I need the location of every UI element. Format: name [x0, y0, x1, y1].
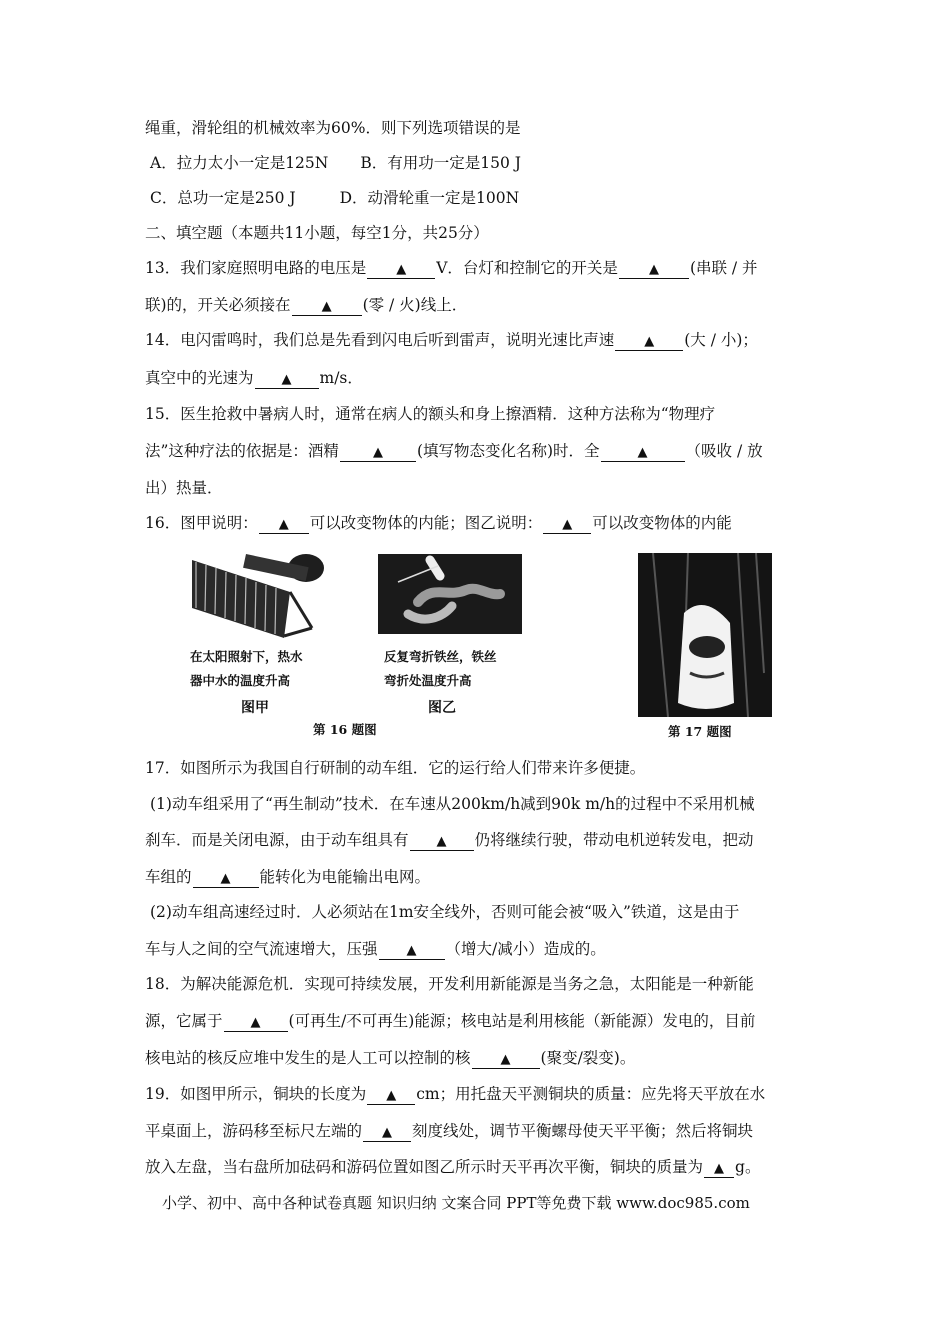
answer-blank[interactable]: ▲	[619, 260, 689, 279]
answer-blank[interactable]: ▲	[379, 941, 445, 960]
answer-blank[interactable]: ▲	[367, 260, 435, 279]
q19-line1: 19．如图甲所示，铜块的长度为 ▲ cm；用托盘天平测铜块的质量：应先将天平放在水	[145, 1085, 766, 1103]
q17-part2-line1: (2)动车组高速经过时．人必须站在1m安全线外，否则可能会被“吸入”铁道，这是由于	[150, 903, 740, 921]
section-heading: 二、填空题（本题共11小题，每空1分，共25分）	[145, 224, 489, 242]
fig17-caption: 第 17 题图	[668, 724, 732, 739]
q14-line1: 14．电闪雷鸣时，我们总是先看到闪电后听到雷声，说明光速比声速 ▲ (大 / 小)；	[145, 331, 758, 349]
q12-text: 绳重，滑轮组的机械效率为60%．则下列选项错误的是	[145, 119, 521, 137]
q16-line1: 16．图甲说明： ▲ 可以改变物体的内能；图乙说明： ▲ 可以改变物体的内能	[145, 514, 732, 532]
q18-line1: 18．为解决能源危机．实现可持续发展，开发利用新能源是当务之急，太阳能是一种新能	[145, 975, 754, 993]
answer-blank[interactable]: ▲	[292, 297, 362, 316]
q18-line2: 源，它属于 ▲ (可再生/不可再生)能源；核电站是利用核能（新能源）发电的，目前	[145, 1012, 756, 1030]
q12-options-row1	[150, 153, 521, 173]
fig-yi-caption-line2: 弯折处温度升高	[384, 673, 472, 688]
q15-line3: 出）热量．	[145, 479, 223, 497]
page-footer: 小学、初中、高中各种试卷真题 知识归纳 文案合同 PPT等免费下载 www.doc985.com	[162, 1194, 750, 1212]
bending-wire-image	[378, 554, 522, 634]
q19-line2: 平桌面上，游码移至标尺左端的 ▲ 刻度线处，调节平衡螺母使天平平衡；然后将铜块	[145, 1122, 754, 1140]
q17-part1-line2: 刹车．而是关闭电源，由于动车组具有 ▲ 仍将继续行驶，带动电机逆转发电，把动	[145, 831, 754, 849]
q13-line2: 联)的，开关必须接在 ▲ (零 / 火)线上．	[145, 296, 468, 314]
fig-yi-label: 图乙	[428, 700, 456, 716]
fig-jia-caption-line2: 器中水的温度升高	[190, 673, 291, 688]
fig-yi-caption-line1: 反复弯折铁丝，铁丝	[384, 649, 497, 664]
answer-blank[interactable]: ▲	[704, 1159, 734, 1178]
q15-line1: 15．医生抢救中暑病人时，通常在病人的额头和身上擦酒精．这种方法称为“物理疗	[145, 405, 716, 423]
fig16-caption: 第 16 题图	[313, 722, 377, 737]
q13-line1: 13．我们家庭照明电路的电压是 ▲ V．台灯和控制它的开关是 ▲ (串联 / 并	[145, 259, 758, 277]
answer-blank[interactable]: ▲	[410, 832, 474, 851]
answer-blank[interactable]: ▲	[472, 1050, 540, 1069]
solar-water-heater-image	[186, 548, 326, 640]
q17-part1-line3: 车组的 ▲ 能转化为电能输出电网。	[145, 868, 431, 886]
answer-blank[interactable]: ▲	[543, 515, 591, 534]
fig-jia-caption-line1: 在太阳照射下，热水	[190, 649, 303, 664]
answer-blank[interactable]: ▲	[615, 332, 683, 351]
q17-part1-line1: (1)动车组采用了“再生制动”技术．在车速从200km/h减到90k m/h的过程中不采用机械	[150, 795, 755, 813]
answer-blank[interactable]: ▲	[193, 869, 259, 888]
q12-option-a: A．拉力太小一定是125N	[150, 154, 329, 172]
high-speed-train-image	[638, 553, 772, 717]
q15-line2: 法”这种疗法的依据是：酒精 ▲ (填写物态变化名称)时．全 ▲ （吸收 / 放	[145, 442, 763, 460]
q18-line3: 核电站的核反应堆中发生的是人工可以控制的核 ▲ (聚变/裂变)。	[145, 1049, 636, 1067]
q19-line3: 放入左盘，当右盘所加砝码和游码位置如图乙所示时天平再次平衡，铜块的质量为 ▲ g。	[145, 1158, 761, 1176]
answer-blank[interactable]: ▲	[255, 370, 319, 389]
q12-options-row2	[150, 188, 519, 208]
answer-blank[interactable]: ▲	[367, 1086, 415, 1105]
answer-blank[interactable]: ▲	[340, 443, 416, 462]
answer-blank[interactable]: ▲	[601, 443, 685, 462]
q14-line2: 真空中的光速为 ▲ m/s．	[145, 369, 363, 387]
q17-intro: 17．如图所示为我国自行研制的动车组．它的运行给人们带来许多便捷。	[145, 759, 646, 777]
q12-option-c: C．总功一定是250 J	[150, 189, 296, 207]
q12-option-b: B．有用功一定是150 J	[360, 154, 521, 172]
q12-option-d: D．动滑轮重一定是100N	[339, 189, 520, 207]
q17-part2-line2: 车与人之间的空气流速增大，压强 ▲ （增大/减小）造成的。	[145, 940, 606, 958]
answer-blank[interactable]: ▲	[224, 1013, 288, 1032]
fig-jia-label: 图甲	[241, 700, 269, 716]
answer-blank[interactable]: ▲	[259, 515, 309, 534]
answer-blank[interactable]: ▲	[363, 1123, 411, 1142]
